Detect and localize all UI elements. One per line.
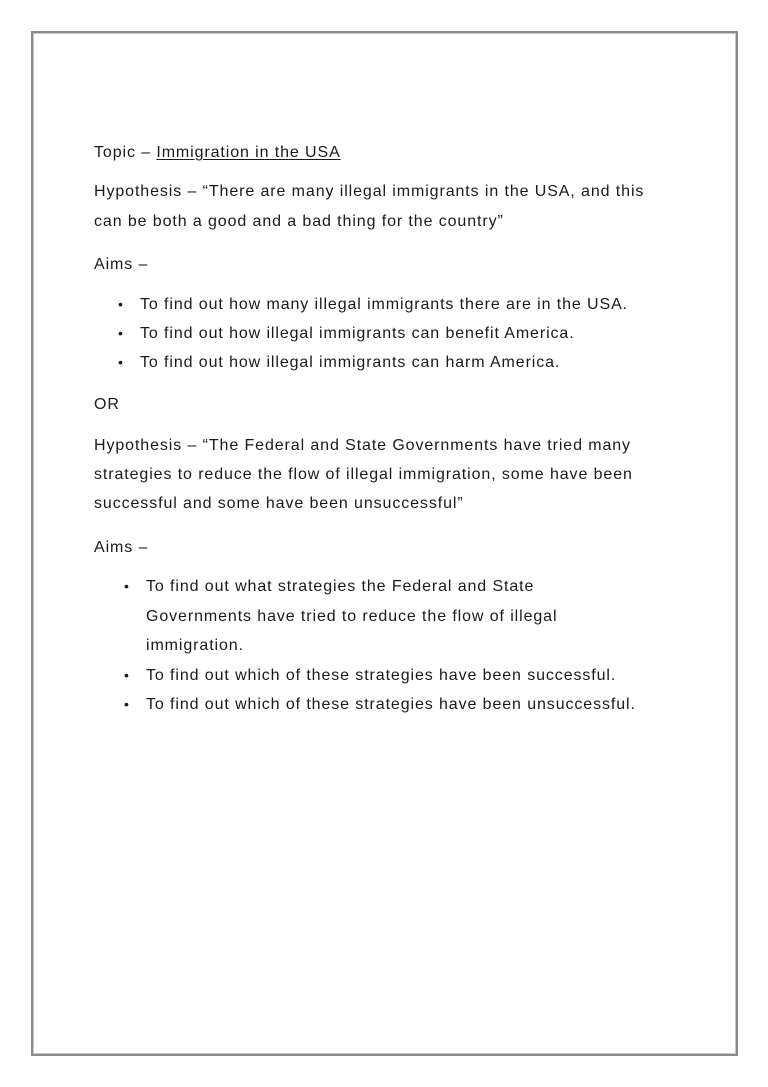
list-item-text: To find out which of these strategies have been unsuccessful. — [146, 696, 636, 713]
list-item-text: To find out which of these strategies have been successful. — [146, 666, 617, 684]
topic-label: Topic – — [94, 144, 157, 161]
hypothesis-1-line-1: Hypothesis – “There are many illegal immigrants in the USA, and this — [94, 183, 645, 200]
hypothesis-2-line-1: Hypothesis – “The Federal and State Governments have tried many — [94, 437, 631, 454]
list-item — [118, 319, 628, 348]
document-page — [31, 31, 738, 1056]
list-item-text: To find out how illegal immigrants can harm America. — [140, 354, 561, 371]
bullet-icon: • — [118, 296, 124, 312]
topic-value: Immigration in the USA — [156, 144, 341, 161]
list-item — [124, 572, 596, 661]
bullet-icon: • — [118, 354, 124, 370]
aims-2-label: Aims – — [94, 539, 149, 556]
hypothesis-2-line-2: strategies to reduce the flow of illegal immigration, some have been — [94, 466, 633, 483]
bullet-icon: • — [124, 696, 130, 712]
bullet-icon: • — [124, 578, 130, 594]
list-item-text: To find out how illegal immigrants can benefit America. — [140, 325, 575, 342]
aims-2-list — [124, 572, 636, 720]
aims-1-list — [118, 290, 628, 377]
list-item-text: To find out what strategies the Federal and State Governments have tried to reduce the flow of illegal immigration. — [146, 578, 558, 654]
bullet-icon: • — [118, 325, 124, 341]
list-item — [124, 661, 617, 691]
or-label: OR — [94, 396, 120, 413]
topic-line — [94, 140, 341, 166]
list-item — [124, 690, 636, 720]
hypothesis-2-line-3: successful and some have been unsuccessful” — [94, 495, 464, 512]
hypothesis-1-line-2: can be both a good and a bad thing for the country” — [94, 213, 504, 230]
bullet-icon: • — [124, 666, 130, 683]
list-item — [118, 290, 628, 319]
aims-1-label: Aims – — [94, 256, 149, 273]
list-item-text: To find out how many illegal immigrants there are in the USA. — [140, 296, 628, 313]
list-item — [118, 348, 628, 377]
